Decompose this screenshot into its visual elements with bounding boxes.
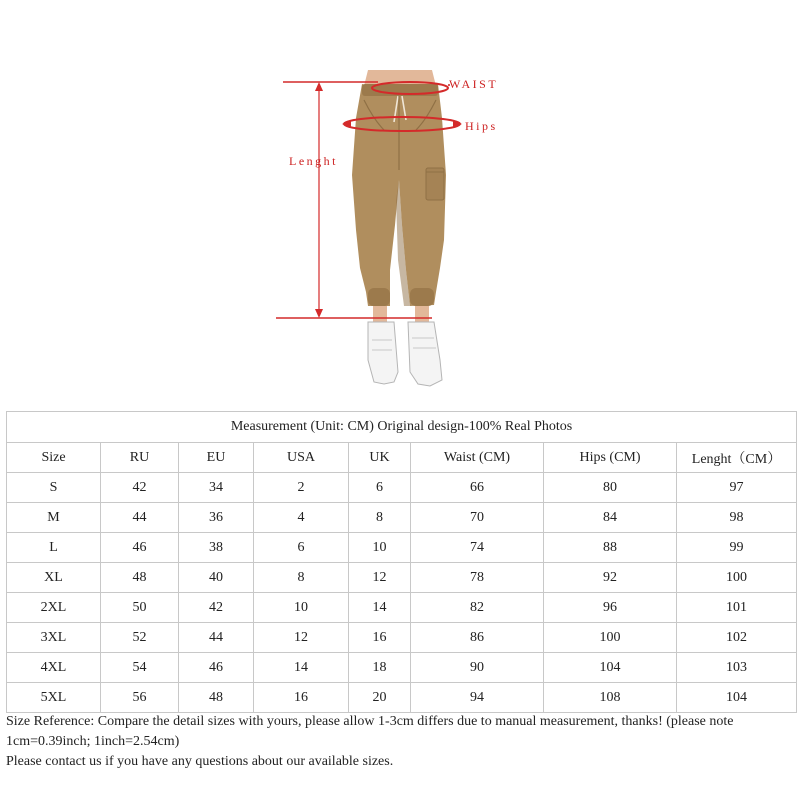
length-label: Lenght (289, 154, 338, 168)
value-cell: 46 (179, 653, 254, 683)
length-arrow-bottom (315, 309, 323, 318)
cargo-pocket (426, 168, 444, 200)
size-reference-note: Size Reference: Compare the detail sizes with yours, please allow 1-3cm differs due to manual measurement, thanks! (please note 1cm=0.39inch; 1inch=2.54cm) (6, 714, 734, 749)
value-cell: 90 (411, 653, 544, 683)
column-header: Waist (CM) (411, 443, 544, 473)
value-cell: 104 (677, 683, 797, 713)
value-cell: 8 (254, 563, 349, 593)
table-row (7, 503, 797, 533)
table-row (7, 683, 797, 713)
value-cell: 99 (677, 533, 797, 563)
ankle-right (415, 306, 429, 324)
value-cell: 34 (179, 473, 254, 503)
value-cell: 10 (349, 533, 411, 563)
value-cell: 102 (677, 623, 797, 653)
value-cell: 104 (544, 653, 677, 683)
size-cell: 5XL (7, 683, 101, 713)
value-cell: 56 (101, 683, 179, 713)
value-cell: 108 (544, 683, 677, 713)
value-cell: 38 (179, 533, 254, 563)
value-cell: 12 (254, 623, 349, 653)
size-cell: M (7, 503, 101, 533)
contact-note: Please contact us if you have any questions about our available sizes. (6, 754, 394, 769)
value-cell: 97 (677, 473, 797, 503)
column-header: Hips (CM) (544, 443, 677, 473)
value-cell: 92 (544, 563, 677, 593)
value-cell: 40 (179, 563, 254, 593)
column-header: Lenght（CM） (677, 443, 797, 473)
column-header: EU (179, 443, 254, 473)
value-cell: 10 (254, 593, 349, 623)
shoe-right (408, 322, 442, 386)
size-cell: S (7, 473, 101, 503)
value-cell: 94 (411, 683, 544, 713)
value-cell: 54 (101, 653, 179, 683)
value-cell: 16 (254, 683, 349, 713)
value-cell: 36 (179, 503, 254, 533)
value-cell: 14 (349, 593, 411, 623)
value-cell: 20 (349, 683, 411, 713)
size-cell: XL (7, 563, 101, 593)
table-row (7, 533, 797, 563)
column-header: Size (7, 443, 101, 473)
value-cell: 16 (349, 623, 411, 653)
table-title: Measurement (Unit: CM) Original design-100% Real Photos (7, 412, 797, 443)
value-cell: 50 (101, 593, 179, 623)
ankle-left (373, 306, 387, 324)
shoe-left (368, 322, 398, 384)
value-cell: 86 (411, 623, 544, 653)
value-cell: 96 (544, 593, 677, 623)
table-row (7, 473, 797, 503)
value-cell: 44 (101, 503, 179, 533)
waist-label: WAIST (449, 77, 499, 91)
value-cell: 46 (101, 533, 179, 563)
value-cell: 88 (544, 533, 677, 563)
value-cell: 66 (411, 473, 544, 503)
value-cell: 100 (677, 563, 797, 593)
value-cell: 8 (349, 503, 411, 533)
hips-label: Hips (465, 119, 498, 133)
size-cell: 2XL (7, 593, 101, 623)
value-cell: 6 (349, 473, 411, 503)
value-cell: 14 (254, 653, 349, 683)
value-cell: 80 (544, 473, 677, 503)
value-cell: 84 (544, 503, 677, 533)
value-cell: 12 (349, 563, 411, 593)
value-cell: 6 (254, 533, 349, 563)
value-cell: 78 (411, 563, 544, 593)
table-title-row (7, 412, 797, 443)
value-cell: 2 (254, 473, 349, 503)
value-cell: 44 (179, 623, 254, 653)
column-header: USA (254, 443, 349, 473)
value-cell: 70 (411, 503, 544, 533)
length-arrow-top (315, 82, 323, 91)
value-cell: 42 (179, 593, 254, 623)
table-row (7, 593, 797, 623)
cuff-right (410, 288, 434, 306)
value-cell: 98 (677, 503, 797, 533)
value-cell: 4 (254, 503, 349, 533)
size-notes (6, 712, 798, 772)
value-cell: 48 (179, 683, 254, 713)
value-cell: 42 (101, 473, 179, 503)
size-chart-table (6, 411, 797, 713)
size-cell: 3XL (7, 623, 101, 653)
value-cell: 103 (677, 653, 797, 683)
value-cell: 101 (677, 593, 797, 623)
value-cell: 52 (101, 623, 179, 653)
value-cell: 82 (411, 593, 544, 623)
value-cell: 48 (101, 563, 179, 593)
size-cell: 4XL (7, 653, 101, 683)
value-cell: 18 (349, 653, 411, 683)
table-row (7, 563, 797, 593)
table-row (7, 623, 797, 653)
column-header: UK (349, 443, 411, 473)
column-header: RU (101, 443, 179, 473)
torso-skin (364, 70, 436, 86)
size-cell: L (7, 533, 101, 563)
cuff-left (368, 288, 390, 306)
value-cell: 74 (411, 533, 544, 563)
value-cell: 100 (544, 623, 677, 653)
table-header-row (7, 443, 797, 473)
table-row (7, 653, 797, 683)
